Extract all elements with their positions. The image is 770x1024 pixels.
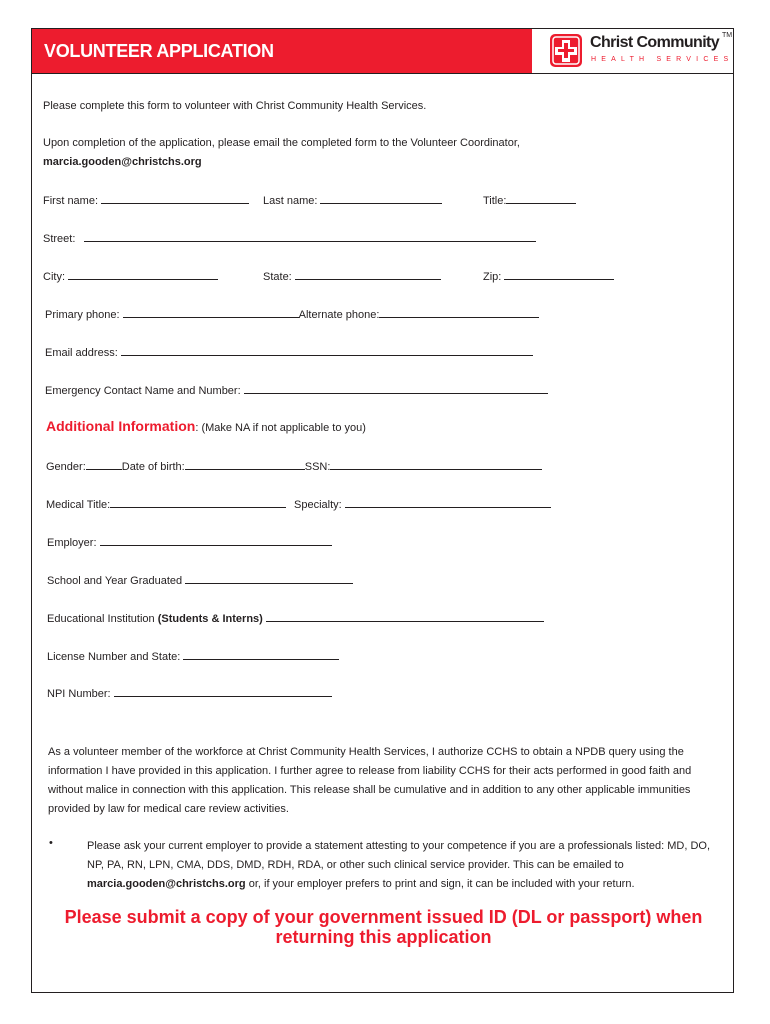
title-line[interactable] [506,194,576,204]
first-name-label: First name: [43,195,99,207]
street-line[interactable] [84,232,536,242]
employer-statement-paragraph [87,837,717,894]
employer-label: Employer: [47,537,97,549]
authorization-paragraph: As a volunteer member of the workforce at Christ Community Health Services, I authorize CCHS to obtain a NPDB query using the information I have provided in this application. I further agree to release from liability CCHS for their acts performed in good faith and without malice in connection with this application. This release shall be cumulative and in addition to any other applicable immunities provided by law for medical care review activities. [48,746,692,815]
intro-line-2: Upon completion of the application, please email the completed form to the Volunteer Coordinator, [43,137,520,149]
zip-label: Zip: [483,271,502,283]
gender-label: Gender: [46,461,86,473]
title-label: Title: [483,195,507,207]
dob-label: Date of birth: [121,461,185,473]
emergency-contact-field[interactable] [45,384,548,397]
edu-institution-note: (Students & Interns) [157,613,263,625]
npi-label: NPI Number: [47,688,111,700]
application-form [31,28,734,993]
logo-subtitle: HEALTH SERVICES [591,56,734,63]
license-label: License Number and State: [47,651,181,663]
title-field[interactable] [483,194,576,207]
medical-title-label: Medical Title: [46,499,111,511]
city-line[interactable] [68,270,218,280]
street-field[interactable] [43,232,536,245]
coordinator-email[interactable]: marcia.gooden@christchs.org [43,156,202,168]
alternate-phone-line[interactable] [379,308,539,318]
id-notice-line-1: Please submit a copy of your government issued ID (DL or passport) when [64,907,703,927]
gender-dob-ssn-row[interactable] [46,460,542,473]
additional-info-heading [46,418,366,436]
gender-line[interactable] [86,460,122,470]
medical-title-line[interactable] [110,498,286,508]
city-label: City: [43,271,65,283]
email-address-field[interactable] [45,346,533,359]
emergency-contact-line[interactable] [244,384,548,394]
logo-trademark: TM [722,32,733,39]
id-notice-line-2: returning this application [275,927,492,947]
specialty-line[interactable] [345,498,551,508]
employer-statement-email[interactable]: marcia.gooden@christchs.org [87,878,246,890]
npi-field[interactable] [47,687,332,700]
employer-statement-tail: or, if your employer prefers to print and sign, it can be included with your return. [245,878,635,890]
medical-title-field[interactable] [46,498,286,511]
state-label: State: [263,271,292,283]
state-field[interactable] [263,270,441,283]
additional-info-title: Additional Information [46,418,196,434]
edu-institution-line[interactable] [266,612,544,622]
employer-field[interactable] [47,536,332,549]
cchs-logo [550,34,732,70]
title-banner [32,29,532,73]
npi-line[interactable] [114,687,332,697]
email-address-label: Email address: [45,347,118,359]
specialty-label: Specialty: [294,499,342,511]
city-field[interactable] [43,270,218,283]
last-name-label: Last name: [263,195,318,207]
last-name-line[interactable] [320,194,442,204]
first-name-line[interactable] [101,194,249,204]
school-year-label: School and Year Graduated [47,575,183,587]
primary-phone-line[interactable] [123,308,299,318]
first-name-field[interactable] [43,194,249,207]
primary-phone-label: Primary phone: [45,309,120,321]
form-header [32,29,733,74]
emergency-contact-label: Emergency Contact Name and Number: [45,385,241,397]
email-address-line[interactable] [121,346,533,356]
cross-logo-icon [550,34,582,67]
license-line[interactable] [183,650,339,660]
employer-statement-text: Please ask your current employer to provide a statement attesting to your competence if you are a professionals listed: MD, DO, NP, PA, RN, LPN, CMA, DDS, DMD, RDH, RDA, or other such clinical service provider. This can be emailed to [87,840,711,871]
id-notice [42,907,725,947]
additional-info-note: : (Make NA if not applicable to you) [195,422,366,434]
specialty-field[interactable] [294,498,551,511]
ssn-line[interactable] [330,460,542,470]
alternate-phone-label: Alternate phone: [298,309,380,321]
logo-name: Christ Community [590,34,720,51]
form-title: VOLUNTEER APPLICATION [44,41,274,61]
edu-institution-label: Educational Institution [47,613,155,625]
zip-field[interactable] [483,270,614,283]
school-year-field[interactable] [47,574,353,587]
bullet-marker: • [49,837,53,849]
intro-line-1: Please complete this form to volunteer with Christ Community Health Services. [43,100,427,112]
edu-institution-field[interactable] [47,612,544,625]
dob-line[interactable] [185,460,305,470]
state-line[interactable] [295,270,441,280]
street-label: Street: [43,233,76,245]
employer-line[interactable] [100,536,332,546]
last-name-field[interactable] [263,194,442,207]
primary-phone-field[interactable] [45,308,539,321]
license-field[interactable] [47,650,339,663]
school-year-line[interactable] [185,574,353,584]
ssn-label: SSN: [304,461,331,473]
zip-line[interactable] [504,270,614,280]
